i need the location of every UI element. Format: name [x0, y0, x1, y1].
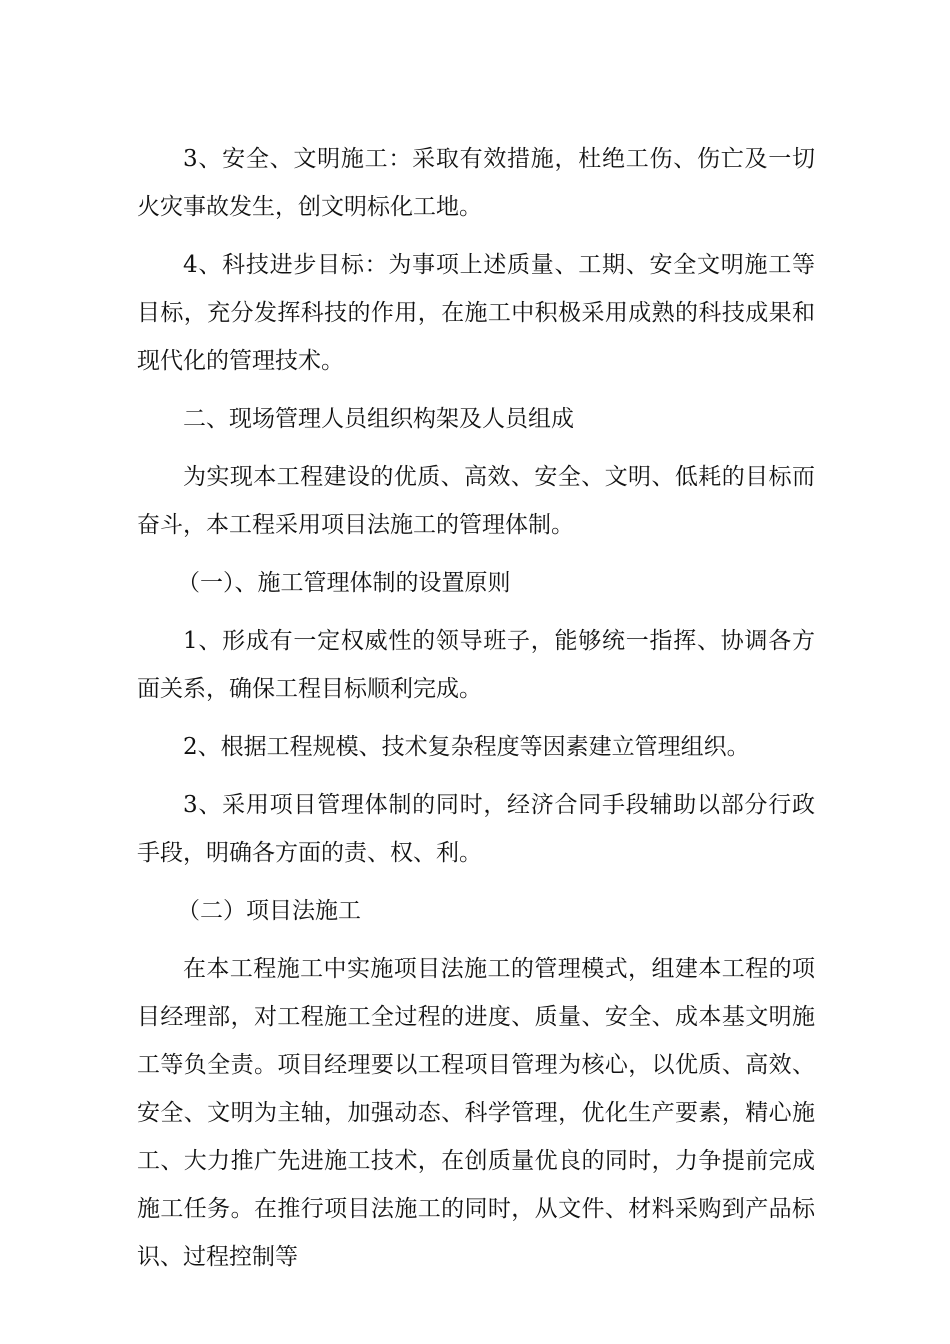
paragraph-principle-2: 2、根据工程规模、技术复杂程度等因素建立管理组织。 [183, 734, 750, 760]
paragraph-tech-goal: 4、科技进步目标：为事项上述质量、工期、安全文明施工等目标，充分发挥科技的作用，在施工中积极采用成熟的科技成果和现代化的管理技术。 [137, 252, 815, 374]
paragraph-safety-goal: 3、安全、文明施工：采取有效措施，杜绝工伤、伤亡及一切火灾事故发生，创文明标化工地。 [137, 146, 815, 220]
paragraph-principle-3: 3、采用项目管理体制的同时，经济合同手段辅助以部分行政手段，明确各方面的责、权、利。 [137, 792, 815, 866]
paragraph-project-method: 在本工程施工中实施项目法施工的管理模式，组建本工程的项目经理部，对工程施工全过程的进度、质量、安全、成本基文明施工等负全责。项目经理要以工程项目管理为核心，以优质、高效、安全、文明为主轴，加强动态、科学管理，优化生产要素，精心施工、大力推广先进施工技术，在创质量优良的同时，力争提前完成施工任务。在推行项目法施工的同时，从文件、材料采购到产品标识、过程控制等 [137, 956, 815, 1270]
paragraph-principle-1: 1、形成有一定权威性的领导班子，能够统一指挥、协调各方面关系，确保工程目标顺利完成。 [137, 628, 815, 702]
document-body [137, 135, 815, 1291]
subsection-heading-project-method: （二）项目法施工 [177, 898, 361, 924]
section-heading-organization: 二、现场管理人员组织构架及人员组成 [183, 406, 574, 432]
subsection-heading-principles: （一）、施工管理体制的设置原则 [177, 570, 511, 596]
paragraph-intro: 为实现本工程建设的优质、高效、安全、文明、低耗的目标而奋斗，本工程采用项目法施工的管理体制。 [137, 464, 815, 538]
